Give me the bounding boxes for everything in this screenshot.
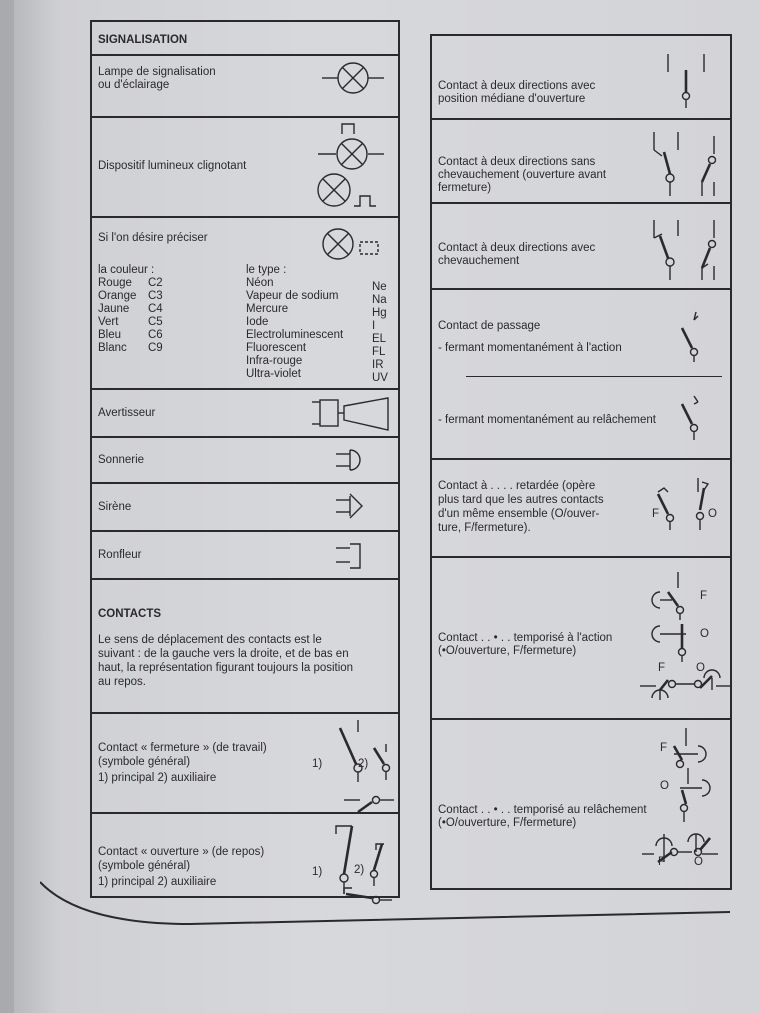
color-name-4: Bleu [98,329,122,341]
siren-icon [332,488,382,524]
tempo-action-line-1: Contact . . • . . temporisé à l'action [438,632,613,644]
contacts-table [430,34,732,890]
bell-icon [332,442,382,478]
passage-relachement-label: - fermant momentanément au relâchement [438,414,656,426]
precise-label: Si l'on désire préciser [98,232,208,244]
sans-chev-line-2: chevauchement (ouverture avant [438,169,607,181]
signalisation-header-row [92,22,398,56]
tempo-action-f2: F [658,662,666,674]
type-code-5: FL [372,346,386,358]
lamp-symbol-icon [320,60,390,100]
color-name-3: Vert [98,316,119,328]
median-line-2: position médiane d'ouverture [438,93,586,105]
type-code-3: I [372,320,376,332]
lamp-with-code-icon [318,224,388,264]
sonnerie-label: Sonnerie [98,454,145,466]
blinking-lamp-icon [314,120,394,216]
type-code-1: Na [372,294,387,306]
two-way-overlap-icon [642,210,732,286]
page-bottom-rule [40,880,730,930]
tempo-action-line-2: (•O/ouverture, F/fermeture) [438,645,577,657]
type-code-7: UV [372,372,388,384]
type-code-2: Hg [372,307,387,319]
tempo-rel-f1: F [660,742,668,754]
sirene-label: Sirène [98,501,132,513]
fermeture-line-3: 1) principal 2) auxiliaire [98,772,217,784]
type-name-6: Infra-rouge [246,355,303,367]
tempo-relachement-line-1: Contact . . • . . temporisé au relâchement [438,804,647,816]
type-name-3: Iode [246,316,269,328]
contacts-heading: CONTACTS [98,608,162,620]
sirene-row [92,484,398,532]
passing-contact-release-icon [672,390,722,450]
avec-chev-line-1: Contact à deux directions avec [438,242,596,254]
two-way-no-overlap-icon [642,126,732,202]
sans-chev-line-1: Contact à deux directions sans [438,156,596,168]
fermeture-line-1: Contact « fermeture » (de travail) [98,742,267,754]
color-name-0: Rouge [98,277,132,289]
fermeture-label-2: 2) [358,758,369,770]
timed-release-contact-icon [638,724,734,884]
tempo-relachement-line-2: (•O/ouverture, F/fermeture) [438,817,577,829]
type-code-4: EL [372,333,387,345]
lamp-label-1: Lampe de signalisation [98,66,216,78]
contacts-intro-line-1: Le sens de déplacement des contacts est le [98,634,322,646]
color-name-2: Jaune [98,303,130,315]
retardee-line-3: d'un même ensemble (O/ouver- [438,508,600,520]
retardee-line-4: ture, F/fermeture). [438,522,531,534]
type-name-0: Néon [246,277,274,289]
sonnerie-row [92,438,398,484]
tempo-action-o1: O [700,628,709,640]
color-code-3: C5 [148,316,163,328]
passage-label: Contact de passage [438,320,541,332]
type-name-5: Fluorescent [246,342,307,354]
median-row [432,36,730,120]
type-name-2: Mercure [246,303,289,315]
color-name-5: Blanc [98,342,127,354]
retardee-line-1: Contact à . . . . retardée (opère [438,480,596,492]
ronfleur-row [92,532,398,580]
make-contact-icon [312,718,396,814]
fermeture-line-2: (symbole général) [98,756,191,768]
delayed-contact-icon [654,474,724,544]
tempo-rel-o2: O [694,856,703,868]
color-code-1: C3 [148,290,163,302]
sans-chev-line-3: fermeture) [438,182,492,194]
tempo-action-row [432,558,730,720]
type-name-7: Ultra-violet [246,368,301,380]
type-name-1: Vapeur de sodium [246,290,339,302]
ronfleur-label: Ronfleur [98,549,142,561]
color-code-5: C9 [148,342,163,354]
avec-chev-line-2: chevauchement [438,255,520,267]
avertisseur-label: Avertisseur [98,407,156,419]
previous-page-edge [0,0,15,1013]
timed-action-contact-icon [638,568,734,718]
avec-chevauchement-row [432,204,730,290]
tempo-action-o2: O [696,662,705,674]
precise-row [92,218,398,390]
passage-action-label: - fermant momentanément à l'action [438,342,622,354]
tempo-relachement-row [432,720,730,892]
passing-contact-action-icon [672,306,722,362]
tempo-rel-o1: O [660,780,669,792]
sans-chevauchement-row [432,120,730,204]
lamp-row [92,56,398,118]
blinking-row [92,118,398,218]
contacts-intro-line-2: suivant : de la gauche vers la droite, et de bas en [98,648,349,660]
color-code-0: C2 [148,277,163,289]
signalisation-heading: SIGNALISATION [98,34,188,46]
ouverture-label-2: 2) [354,864,365,876]
tempo-rel-f2: F [658,856,666,868]
passage-row [432,290,730,460]
passage-divider [466,376,722,377]
type-code-6: IR [372,359,384,371]
tempo-action-f1: F [700,590,708,602]
avertisseur-row [92,390,398,438]
color-heading: la couleur : [98,264,155,276]
color-code-4: C6 [148,329,163,341]
median-line-1: Contact à deux directions avec [438,80,596,92]
retardee-f-label: F [652,508,660,520]
retardee-row [432,460,730,558]
retardee-o-label: O [708,508,717,520]
lamp-label-2: ou d'éclairage [98,79,170,91]
type-code-0: Ne [372,281,387,293]
color-name-1: Orange [98,290,137,302]
type-heading: le type : [246,264,287,276]
retardee-line-2: plus tard que les autres contacts [438,494,604,506]
ouverture-line-2: (symbole général) [98,860,191,872]
fermeture-row [92,714,398,814]
ouverture-line-3: 1) principal 2) auxiliaire [98,876,217,888]
contacts-intro-row [92,580,398,714]
ouverture-line-1: Contact « ouverture » (de repos) [98,846,265,858]
two-way-median-icon [658,50,718,110]
contacts-intro-line-3: haut, la représentation figurant toujours la position [98,662,354,674]
horn-icon [310,394,394,434]
buzzer-icon [332,536,382,574]
color-code-2: C4 [148,303,163,315]
signalisation-table [90,20,400,898]
type-name-4: Electroluminescent [246,329,344,341]
blinking-label: Dispositif lumineux clignotant [98,160,247,172]
ouverture-label-1: 1) [312,866,323,878]
fermeture-label-1: 1) [312,758,323,770]
contacts-intro-line-4: au repos. [98,676,146,688]
